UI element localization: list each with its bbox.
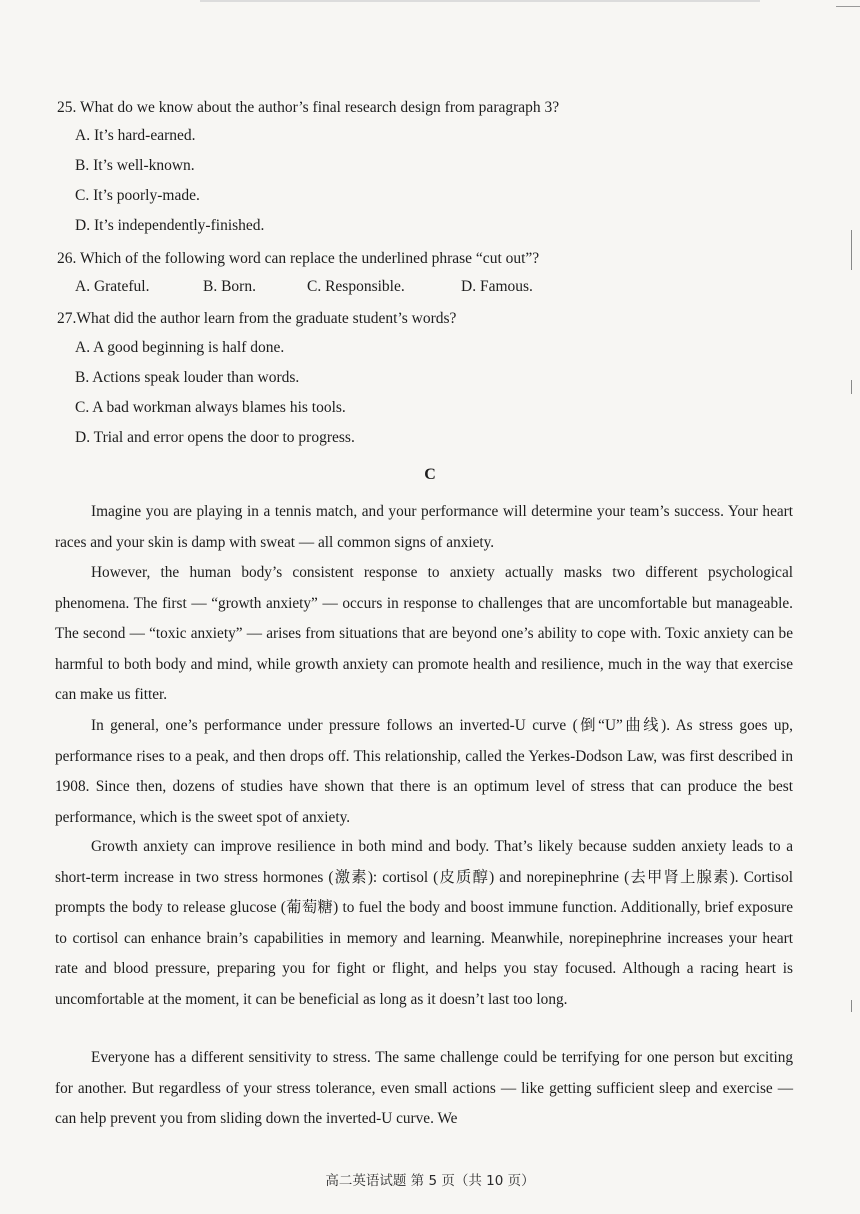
passage-paragraph-2: However, the human body’s consistent response to anxiety actually masks two different psychological phenomena. The first — “growth anxiety” — occurs in response to challenges that are uncomfortable but manageable. The second — “toxic anxiety” — arises from situations that are beyond one’s ability to cope with. Toxic anxiety can be harmful to both body and mind, while growth anxiety can promote health and resilience, much in the way that exercise can make us fitter. [55, 564, 793, 703]
question-26-option-d: D. Famous. [461, 278, 533, 295]
question-27-option-c: C. A bad workman always blames his tools. [75, 399, 346, 416]
question-26-stem: 26. Which of the following word can replace the underlined phrase “cut out”? [57, 250, 540, 267]
passage-paragraph-1: Imagine you are playing in a tennis match, and your performance will determine your team’s success. Your heart races and your skin is damp with sweat — all common signs of anxiety. [55, 503, 793, 551]
question-25-option-d: D. It’s independently-finished. [75, 217, 265, 234]
section-title: C [424, 466, 436, 483]
scan-edge-mark [851, 1000, 852, 1012]
scan-corner-mark [836, 0, 860, 7]
question-25-option-a: A. It’s hard-earned. [75, 127, 196, 144]
passage-paragraph-3: In general, one’s performance under pressure follows an inverted-U curve (倒“U”曲线). As stress goes up, performance rises to a peak, and then drops off. This relationship, called the Yerkes-Dodson Law, was first described in 1908. Since then, dozens of studies have shown that there is an optimum level of stress that can produce the best performance, which is the sweet spot of anxiety. [55, 717, 793, 826]
passage-paragraph-4: Growth anxiety can improve resilience in both mind and body. That’s likely because sudden anxiety leads to a short-term increase in two stress hormones (激素): cortisol (皮质醇) and norepinephrine (去甲肾上腺素). Cortisol prompts the body to release glucose (葡萄糖) to fuel the body and boost immune function. Additionally, brief exposure to cortisol can enhance brain’s capabilities in memory and learning. Meanwhile, norepinephrine increases your heart rate and blood pressure, preparing you for fight or flight, and helps you stay focused. Although a racing heart is uncomfortable at the moment, it can be beneficial as long as it doesn’t last too long. [55, 838, 793, 1008]
question-26-option-a: A. Grateful. [75, 278, 150, 295]
question-25-option-c: C. It’s poorly-made. [75, 187, 200, 204]
scan-edge-mark [851, 380, 852, 394]
question-27-option-d: D. Trial and error opens the door to progress. [75, 429, 355, 446]
question-27-option-a: A. A good beginning is half done. [75, 339, 285, 356]
page-footer: 高二英语试题 第 5 页（共 10 页） [325, 1173, 535, 1189]
scan-edge-mark [851, 230, 852, 270]
question-26-option-b: B. Born. [203, 278, 256, 295]
question-25-option-b: B. It’s well-known. [75, 157, 195, 174]
passage-paragraph-5: Everyone has a different sensitivity to stress. The same challenge could be terrifying for one person but exciting for another. But regardless of your stress tolerance, even small actions — like getting sufficient sleep and exercise — can help prevent you from sliding down the inverted-U curve. We [55, 1049, 793, 1127]
question-27-stem: 27.What did the author learn from the graduate student’s words? [57, 310, 457, 327]
question-26-option-c: C. Responsible. [307, 278, 405, 295]
question-25-stem: 25. What do we know about the author’s final research design from paragraph 3? [57, 99, 560, 116]
scan-top-line [200, 0, 760, 2]
question-26-options [75, 278, 575, 300]
question-27-option-b: B. Actions speak louder than words. [75, 369, 300, 386]
